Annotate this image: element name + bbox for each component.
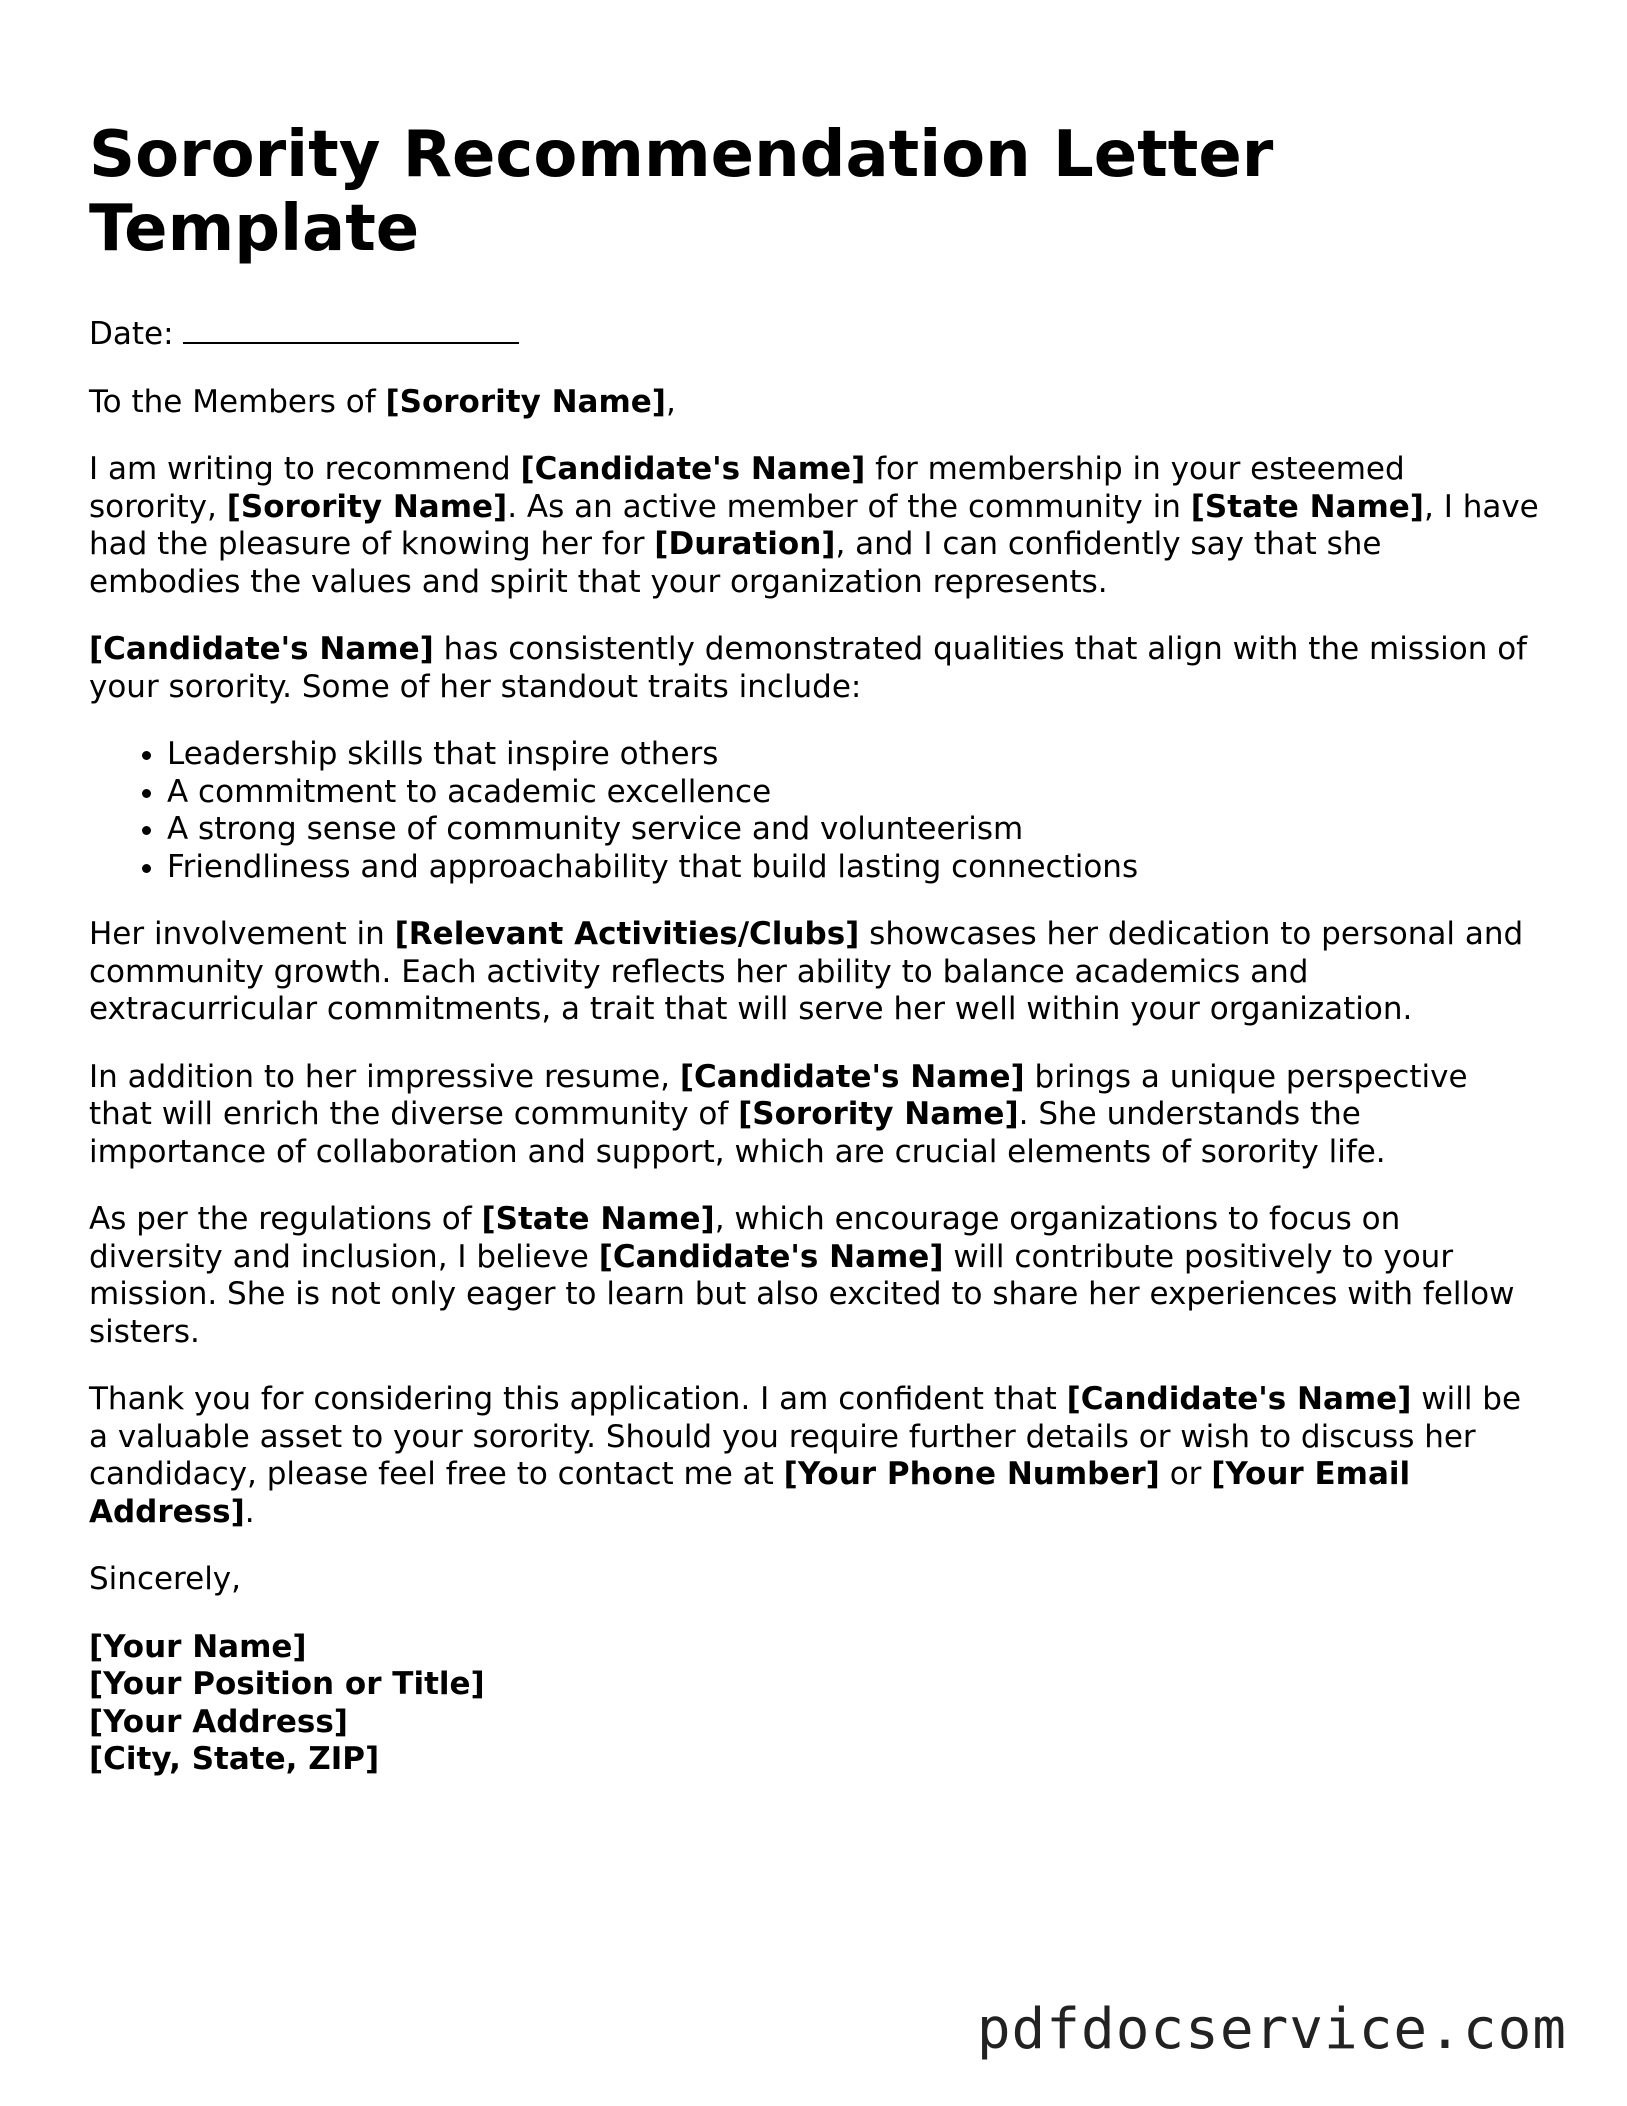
date-blank	[183, 314, 519, 344]
paragraph-qualities	[89, 631, 1539, 706]
date-line	[89, 314, 1539, 354]
placeholder-state-name: [State Name]	[481, 1201, 715, 1237]
text: Her involvement in	[89, 916, 395, 952]
placeholder-duration: [Duration]	[654, 526, 836, 562]
placeholder-candidate-name: [Candidate's Name]	[679, 1058, 1025, 1095]
placeholder-activities: [Relevant Activities/Clubs]	[394, 916, 860, 952]
text: or	[1159, 1456, 1212, 1492]
paragraph-thanks	[89, 1381, 1539, 1531]
signature-address: [Your Address]	[89, 1703, 348, 1740]
signature-name: [Your Name]	[89, 1628, 307, 1665]
text: brings a unique perspective that will enrich the diverse community of	[89, 1058, 1468, 1132]
text: , which encourage organizations to focus on diversity and inclusion, I believe	[89, 1201, 1401, 1275]
placeholder-candidate-name: [Candidate's Name]	[598, 1238, 944, 1275]
signature-block	[89, 1629, 1539, 1779]
text: has consistently demonstrated qualities that align with the mission of your sorority. Some of her standout traits include:	[89, 631, 1528, 705]
text: I am writing to recommend	[89, 451, 521, 487]
paragraph-intro	[89, 451, 1539, 601]
placeholder-sorority-name: [Sorority Name]	[738, 1096, 1019, 1132]
text: will be a valuable asset to your sorority. Should you require further details or wish to discuss her candidacy, please feel free to contact me at	[89, 1381, 1522, 1492]
list-item: • A strong sense of community service and volunteerism	[167, 811, 1539, 849]
signature-position: [Your Position or Title]	[89, 1666, 485, 1702]
placeholder-candidate-name: [Candidate's Name]	[1066, 1381, 1412, 1417]
letter-page	[89, 118, 1539, 1779]
text: In addition to her impressive resume,	[89, 1058, 680, 1095]
paragraph-involvement	[89, 916, 1539, 1029]
paragraph-perspective	[89, 1059, 1539, 1172]
paragraph-regulations	[89, 1201, 1539, 1351]
text: .	[244, 1493, 255, 1530]
list-item: • A commitment to academic excellence	[167, 774, 1539, 812]
text: will contribute positively to your mission. She is not only eager to learn but also excited to share her experiences with fellow sisters.	[89, 1238, 1515, 1350]
list-item: • Leadership skills that inspire others	[167, 736, 1539, 774]
salutation-sorority: [Sorority Name]	[385, 383, 666, 420]
closing: Sincerely,	[89, 1561, 242, 1597]
placeholder-candidate-name: [Candidate's Name]	[520, 451, 866, 487]
text: for membership in your esteemed sorority,	[89, 451, 1405, 525]
text: As per the regulations of	[89, 1201, 482, 1237]
placeholder-candidate-name: [Candidate's Name]	[89, 631, 434, 667]
page-title: Sorority Recommendation Letter Template	[89, 118, 1274, 266]
salutation-suffix: ,	[665, 383, 676, 420]
signature-city: [City, State, ZIP]	[89, 1741, 380, 1777]
salutation-prefix: To the Members of	[89, 383, 386, 420]
text: . She understands the importance of collaboration and support, which are crucial elements of sorority life.	[89, 1096, 1386, 1170]
salutation	[89, 384, 1539, 422]
text: . As an active member of the community in	[507, 488, 1191, 525]
placeholder-phone-number: [Your Phone Number]	[783, 1456, 1160, 1492]
placeholder-state-name: [State Name]	[1190, 488, 1424, 525]
list-item: • Friendliness and approachability that build lasting connections	[167, 849, 1539, 887]
date-label: Date:	[89, 316, 174, 352]
text: showcases her dedication to personal and community growth. Each activity reflects her ability to balance academics and extracurricular commitments, a trait that will serve her well within your organization.	[89, 916, 1524, 1027]
placeholder-email-address: [Your Email Address]	[89, 1456, 1411, 1530]
placeholder-sorority-name: [Sorority Name]	[226, 488, 508, 525]
text: Thank you for considering this application. I am confident that	[89, 1381, 1067, 1417]
traits-list	[89, 736, 1539, 886]
text: , and I can confidently say that she embodies the values and spirit that your organization represents.	[89, 526, 1382, 600]
text: , I have had the pleasure of knowing her for	[89, 488, 1539, 562]
watermark: pdfdocservice.com	[976, 1997, 1567, 2062]
